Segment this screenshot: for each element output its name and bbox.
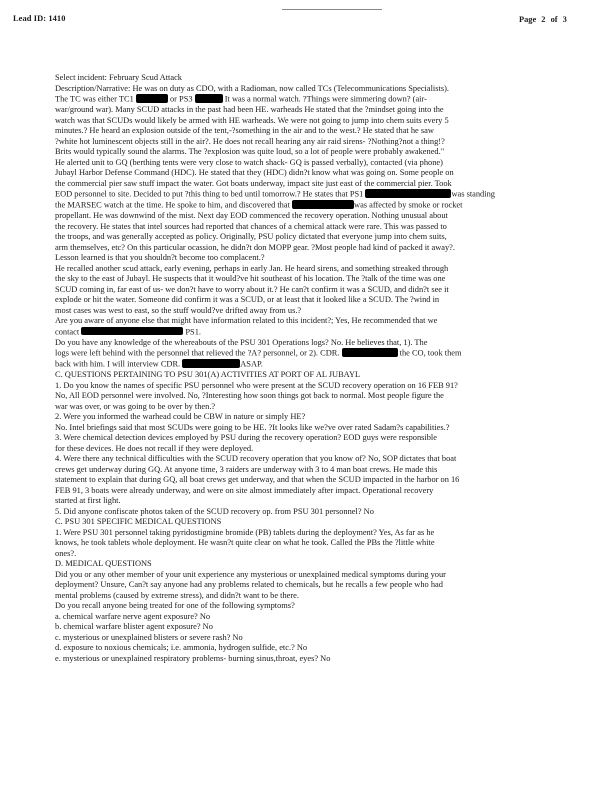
text-line: the sky to the east of Jubayl. He suspects that it would?ve hit southeast of his location. The ?talk of the time was one <box>55 274 446 283</box>
text-line: knows, he took tablets whole deployment. He wasn?t quite clear on what he took. Called the PBs the ?little white <box>55 538 435 547</box>
text-line: Description/Narrative: He was on duty as CDO, with a Radioman, now called TCs (Telecommunications Specialists). <box>55 83 449 93</box>
text-line: the troops, and was generally accepted as policy. Originally, PSU policy dictated that everyone jump into chem suits, <box>55 232 447 241</box>
text-line: d. exposure to noxious chemicals; i.e. ammonia, hydrogen sulfide, etc.? No <box>55 643 308 652</box>
text-line: EOD personnel to site. Decided to put ?this thing to bed until tomorrow.? He states that PS1 was standing <box>55 189 495 199</box>
text-line: 4. Were there any technical difficulties with the SCUD recovery operation that you know of? No, SOP dictates that boat <box>55 454 457 463</box>
text-line: 5. Did anyone confiscate photos taken of the SCUD recovery op. from PSU 301 personnel? No <box>55 506 374 516</box>
text-line: 2. Were you informed the warhead could be CBW in nature or simply HE? <box>55 412 306 421</box>
text-line: 1. Do you know the names of specific PSU personnel who were present at the SCUD recovery operation on 16 FEB 91? <box>55 380 458 390</box>
text-line: Brits would typically sound the alarms. The ?explosion was quite loud, so a lot of people were probably awakened." <box>55 147 445 156</box>
text-line: The TC was either TC1 or PS3 It was a normal watch. ?Things were simmering down? (air- <box>55 94 427 104</box>
text-line: contact PS1. <box>55 327 201 336</box>
text-line: e. mysterious or unexplained respiratory problems- burning sinus,throat, eyes? No <box>55 653 331 663</box>
text-line: No. Intel briefings said that most SCUDs were going to be HE. ?It looks like we?ve over rated Sadam?s capabilities.? <box>55 422 450 432</box>
text-line: Jubayl Harbor Defense Command (HDC). He stated that they (HDC) didn?t know what was going on. Some people on <box>55 168 454 177</box>
text-line: statement to explain that during GQ, all boat crews get underway, and that when the SCUD impacted in the harbor on 16 <box>55 475 460 484</box>
text-line: deployment? Unsure, Can?t say anyone had any problems related to chemicals, but he recalls a few people who had <box>55 580 443 589</box>
text-line: arm themselves, etc? On this particular ocassion, he didn?t don MOPP gear. ?Most people had kind of packed it away?. <box>55 242 455 252</box>
text-line: Are you aware of anyone else that might have information related to this incident?; Yes, He recommended that we <box>55 316 438 325</box>
text-line: c. mysterious or unexplained blisters or severe rash? No <box>55 632 243 642</box>
redaction-block <box>182 359 240 368</box>
text-line: 1. Were PSU 301 personnel taking pyridostigmine bromide (PB) tablets during the deployment? Yes, As far as he <box>55 527 435 537</box>
text-line: mental problems (caused by extreme stress), and didn?t want to be there. <box>55 590 299 600</box>
text-line: FEB 91, 3 boats were already underway, and were on site almost immediately after impact. Operational recovery <box>55 485 434 495</box>
top-rule <box>282 9 382 10</box>
text-line: SCUD coming in, far east of us- we don?t have to worry about it.? He can?t confirm it was a SCUD, and didn?t see it <box>55 284 449 294</box>
text-line: Lesson learned is that you shouldn?t become too complacent.? <box>55 253 265 262</box>
redaction-block <box>292 200 354 209</box>
text-line: started at first light. <box>55 496 121 505</box>
text-line: war was over, or was going to be over by then.? <box>55 401 216 411</box>
text-line: D. MEDICAL QUESTIONS <box>55 559 152 568</box>
text-line: He recalled another scud attack, early evening, perhaps in early Jan. He heard sirens, and something streaked through <box>55 263 449 273</box>
lead-id: Lead ID: 1410 <box>13 14 66 23</box>
text-line: Select incident: February Scud Attack <box>55 73 182 82</box>
text-line: propellant. He was downwind of the mist. Next day EOD commenced the recovery operation. Nothing unusual about <box>55 211 448 220</box>
text-line: 3. Were chemical detection devices employed by PSU during the recovery operation? EOD guys were responsible <box>55 433 437 442</box>
text-line: most cases was west to east, so the stuff would?ve drifted away from us.? <box>55 305 302 315</box>
text-line: war/ground war). Many SCUD attacks in the past had been HE. warheads He stated that the ?mindset going into the <box>55 105 444 114</box>
text-line: b. chemical warfare blister agent exposure? No <box>55 622 213 631</box>
redaction-block <box>365 189 451 198</box>
redaction-block <box>136 94 168 103</box>
text-line: minutes.? He heard an explosion outside of the tent,-?something in the air and to the west.? He stated that he saw <box>55 126 434 135</box>
text-line: Did you or any other member of your unit experience any mysterious or unexplained medical symptoms during your <box>55 569 446 579</box>
page-number: Page 2 of 3 <box>519 15 567 24</box>
text-line: a. chemical warfare nerve agent exposure? No <box>55 611 211 621</box>
text-line: logs were left behind with the personnel that relieved the ?A? personnel, or 2). CDR. the CO, took them <box>55 348 462 358</box>
text-line: He alerted unit to GQ (berthing tents were very close to watch shack- GQ is passed verbally), contacted (via phone) <box>55 157 443 167</box>
text-line: the commercial pier saw stuff impact the water. Got boats underway, impact site just east of the commercial pier. Took <box>55 178 452 188</box>
text-line: C. PSU 301 SPECIFIC MEDICAL QUESTIONS <box>55 517 222 526</box>
text-line: the MARSEC watch at the time. He spoke to him, and discovered that was affected by smoke or rocket <box>55 200 463 210</box>
redaction-block <box>195 94 223 103</box>
text-line: crews get underway during GQ. At anyone time, 3 raiders are underway with 3 to 4 man boat crews. He made this <box>55 464 438 474</box>
redaction-block <box>342 348 398 357</box>
text-line: ones?. <box>55 548 77 558</box>
document-body <box>55 73 565 664</box>
text-line: explode or hit the water. Someone did confirm it was a SCUD, or at least that it looked like a SCUD. The ?wind in <box>55 295 440 304</box>
text-line: Do you have any knowledge of the whereabouts of the PSU 301 Operations logs? No. He believes that, 1). The <box>55 337 428 347</box>
redaction-block <box>81 327 183 336</box>
text-line: ?white hot luminescent objects still in the air?. He does not recall hearing any air raid sirens- ?Nothing?not a thing!? <box>55 136 445 146</box>
text-line: Do you recall anyone being treated for one of the following symptoms? <box>55 601 295 610</box>
text-line: the recovery. He states that intel sources had reported that chances of a chemical attack were rare. This was passed to <box>55 221 447 231</box>
text-line: for these devices. He does not recall if they were deployed. <box>55 443 254 453</box>
text-line: C. QUESTIONS PERTAINING TO PSU 301(A) ACTIVITIES AT PORT OF AL JUBAYL <box>55 370 361 379</box>
text-line: back with him. I will interview CDR. ASAP. <box>55 359 263 369</box>
text-line: No, All EOD personnel were involved. No, ?Interesting how soon things got back to normal. Most people figure the <box>55 391 444 400</box>
text-line: watch was that SCUDs would likely be armed with HE warheads. We were not going to jump into chem suits every 5 <box>55 115 449 125</box>
